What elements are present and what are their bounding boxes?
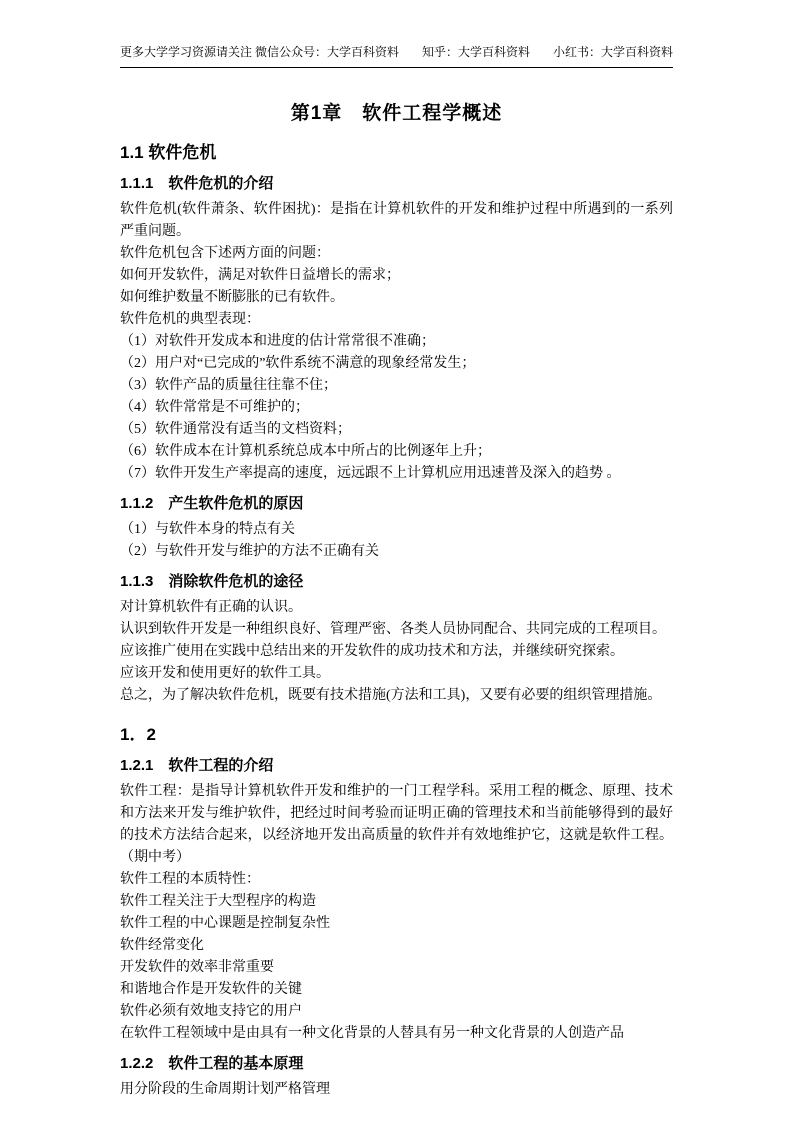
paragraph: 如何维护数量不断膨胀的已有软件。 bbox=[120, 290, 344, 305]
paragraph: 和谐地合作是开发软件的关键 bbox=[120, 982, 302, 997]
paragraph: 认识到软件开发是一种组织良好、管理严密、各类人员协同配合、共同完成的工程项目。 bbox=[120, 622, 666, 637]
paragraph: 应该开发和使用更好的软件工具。 bbox=[120, 666, 330, 681]
paragraph: 应该推广使用在实践中总结出来的开发软件的成功技术和方法，并继续研究探索。 bbox=[120, 644, 624, 659]
paragraph: 软件危机的典型表现： bbox=[120, 312, 260, 327]
paragraph: 软件工程的本质特性： bbox=[120, 872, 260, 887]
header-left-text: 更多大学学习资源请关注 微信公众号：大学百科资料 bbox=[120, 45, 400, 59]
paragraph: （2）用户对“已完成的”软件系统不满意的现象经常发生； bbox=[120, 356, 476, 371]
subsection-heading: 1.1.3 消除软件危机的途径 bbox=[120, 573, 304, 590]
paragraph: （6）软件成本在计算机系统总成本中所占的比例逐年上升； bbox=[120, 444, 491, 459]
paragraph: 开发软件的效率非常重要 bbox=[120, 960, 274, 975]
subsection-heading: 1.1.2 产生软件危机的原因 bbox=[120, 495, 304, 512]
header-middle-text: 知乎：大学百科资料 bbox=[421, 45, 530, 59]
section-heading: 1.1 软件危机 bbox=[120, 143, 217, 162]
paragraph: 软件经常变化 bbox=[120, 938, 204, 953]
header-right-text: 小红书：大学百科资料 bbox=[552, 45, 673, 59]
paragraph: 如何开发软件，满足对软件日益增长的需求； bbox=[120, 268, 400, 283]
subsection-heading: 1.2.1 软件工程的介绍 bbox=[120, 757, 274, 774]
paragraph: 软件工程的中心课题是控制复杂性 bbox=[120, 916, 330, 931]
page-header bbox=[120, 44, 673, 68]
paragraph: 用分阶段的生命周期计划严格管理 bbox=[120, 1082, 330, 1097]
paragraph: 软件必须有效地支持它的用户 bbox=[120, 1004, 302, 1019]
paragraph: （1）与软件本身的特点有关 bbox=[120, 522, 295, 537]
paragraph: （1）对软件开发成本和进度的估计常常很不准确； bbox=[120, 334, 435, 349]
paragraph: （4）软件常常是不可维护的； bbox=[120, 400, 309, 415]
document-body bbox=[120, 141, 673, 1101]
paragraph: 软件工程关注于大型程序的构造 bbox=[120, 894, 316, 909]
paragraph: （5）软件通常没有适当的文档资料； bbox=[120, 422, 351, 437]
section-heading: 1．2 bbox=[120, 725, 156, 744]
paragraph: 软件危机(软件萧条、软件困扰)：是指在计算机软件的开发和维护过程中所遇到的一系列严重问题。 bbox=[120, 202, 673, 239]
paragraph: （2）与软件开发与维护的方法不正确有关 bbox=[120, 544, 379, 559]
document-title: 第1章 软件工程学概述 bbox=[290, 103, 503, 124]
paragraph: 在软件工程领域中是由具有一种文化背景的人替具有另一种文化背景的人创造产品 bbox=[120, 1026, 624, 1041]
paragraph: 对计算机软件有正确的认识。 bbox=[120, 600, 302, 615]
paragraph: （7）软件开发生产率提高的速度，远远跟不上计算机应用迅速普及深入的趋势 。 bbox=[120, 466, 621, 481]
paragraph: 软件工程：是指导计算机软件开发和维护的一门工程学科。采用工程的概念、原理、技术和方法来开发与维护软件，把经过时间考验而证明正确的管理技术和当前能够得到的最好的技术方法结合起来，以经济地开发出高质量的软件并有效地维护它，这就是软件工程。（期中考） bbox=[120, 784, 673, 865]
paragraph: 软件危机包含下述两方面的问题： bbox=[120, 246, 330, 261]
subsection-heading: 1.2.2 软件工程的基本原理 bbox=[120, 1055, 304, 1072]
subsection-heading: 1.1.1 软件危机的介绍 bbox=[120, 175, 274, 192]
paragraph: （3）软件产品的质量往往靠不住； bbox=[120, 378, 337, 393]
paragraph: 总之，为了解决软件危机，既要有技术措施(方法和工具)，又要有必要的组织管理措施。 bbox=[120, 688, 662, 703]
